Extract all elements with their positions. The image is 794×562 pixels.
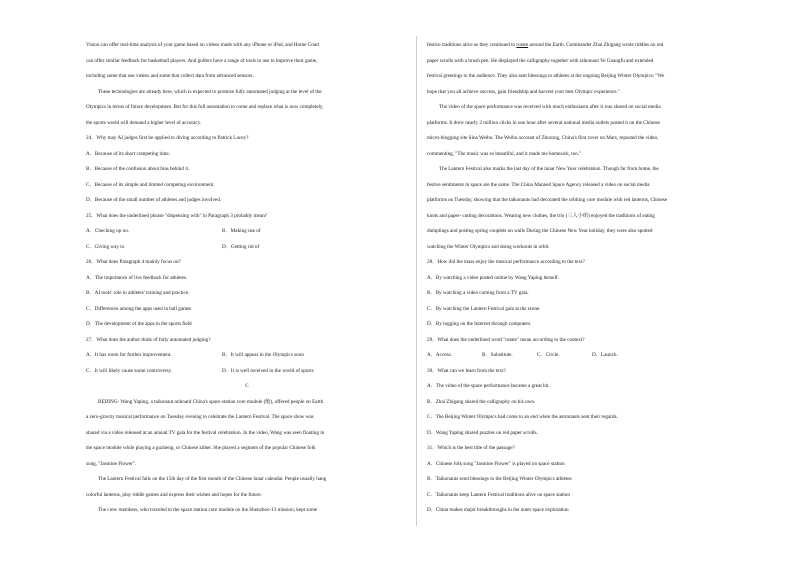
question-25-options-row2 [86, 240, 408, 256]
text-line: colorful lanterns, play riddle games and express their wishes and hopes for the future. [86, 491, 262, 498]
question-25-options-row1 [86, 224, 408, 240]
question-30-stem: 30．What can we learn from the text? [427, 367, 506, 374]
question-26-option-c: C．Differences among the apps used in ball games [86, 305, 192, 312]
question-25-stem: 25．What does the underlined phrase "dispensing with" in Paragraph 3 probably mean? [86, 212, 268, 219]
question-27-options-row2 [86, 364, 408, 380]
question-29-option-b: B．Substitute. [482, 352, 513, 358]
text-span: around the Earth. Commander Zhai Zhigang wrote riddles on red [528, 42, 664, 48]
question-27-stem: 27．What does the author think of fully automated judging? [86, 336, 211, 343]
text-line [427, 38, 749, 54]
question-24-option-b: B．Because of the confusion about bias behind it. [86, 166, 190, 172]
question-24-option-a: A．Because of its short competing time. [86, 150, 170, 157]
question-28-stem: 28．How did the mass enjoy the musical performance according to the text? [427, 259, 585, 265]
text-line: platforms on Tuesday, showing that the taikonauts had decorated the orbiting core module with red lanterns, Chinese [427, 197, 667, 203]
text-line: These technologies are already here, which is expected to promise fully automated judging at the level of the [98, 88, 322, 95]
question-31-option-b: B．Taikonauts send blessings to the Beijing Winter Olympics athletes [427, 476, 572, 482]
text-line: festive sentiments in space are the same. The China Manned Space Agency released a video on social media [427, 181, 650, 188]
question-28-option-a: A．By watching a video posted online by Wang Yaping herself. [427, 274, 559, 281]
text-line: the sports world will demand a higher level of accuracy. [86, 119, 202, 126]
question-28-option-b: B．By watching a video coming from a TV gala. [427, 290, 529, 296]
text-line: knots and paper- cutting decorations. Wearing new clothes, the trio (三人小组) enjoyed the traditions of eating [427, 212, 655, 219]
question-25-option-c: C．Giving way to [86, 243, 125, 250]
question-31-option-a: A．Chinese folk song "Jasmine Flower" is played on space station [427, 460, 565, 467]
right-column [427, 38, 749, 519]
question-29-option-c: C．Circle. [537, 352, 560, 358]
question-31-option-d: D．China makes major breakthroughs in the outer space exploration [427, 507, 569, 513]
text-line: watching the Winter Olympics and doing workouts in orbit. [427, 243, 550, 250]
text-line: BEIJING- Wang Yaping, a taikonaut onboard China's space station core module (舱), offered people on Earth [98, 398, 324, 405]
text-line: paper scrolls with a brush pen. He displayed the calligraphy together with taikonaut Ye Guangfu and extended [427, 57, 654, 64]
question-30-option-d: D．Wang Yaping shared puzzles on red paper scrolls. [427, 429, 538, 436]
question-27-option-a: A．It has room for further improvement. [86, 352, 172, 358]
text-span: festive traditions alive as they continued to [427, 42, 517, 48]
underlined-word-rotate: rotate [516, 42, 529, 48]
question-25-option-a: A．Checking up on. [86, 228, 130, 234]
question-31-stem: 31．Which is the best title of the passage? [427, 445, 515, 451]
text-line: can offer similar feedback for basketball players. And golfers have a range of tools to use to improve their game, [86, 57, 318, 64]
question-24-option-c: C．Because of its simple and limited competing environment. [86, 181, 215, 188]
text-line: the space module while playing a guzheng, or Chinese zither. She played a segment of the popular Chinese folk [86, 445, 316, 451]
question-27-option-c: C．It will likely cause some controversy. [86, 367, 173, 374]
text-line: The Lantern Festival falls on the 15th day of the first month of the Chinese lunar calendar. People usually hang [98, 476, 327, 482]
section-label-c: C [245, 383, 249, 389]
text-line: The Lantern Festival also marks the last day of the lunar New Year celebration. Though far from home, the [439, 166, 659, 172]
question-26-option-b: B．AI tools' role in athletes' training and practice. [86, 290, 190, 296]
question-28-option-d: D．By logging on the Internet through computers. [427, 321, 532, 327]
question-24-option-d: D．Because of the small number of athletes and judges involved. [86, 197, 222, 203]
question-31-option-c: C．Taikonauts keep Lantern Festival traditions alive on space station [427, 491, 570, 498]
text-line: including some that use videos and some that collect data from advanced sensors. [86, 73, 254, 79]
text-line: The video of the space performance was received with much enthusiasm after it was shared on social media [439, 104, 661, 110]
question-30-option-c: C．The Beijing Winter Olympics had come to an end when the astronauts sent their regards. [427, 414, 618, 420]
question-24-stem: 24．Why may AI judges first be applied to diving according to Patrick Lucey? [86, 135, 249, 141]
question-27-option-b: B．It will appear in the Olympics soon [222, 352, 304, 358]
question-27-options-row1 [86, 348, 408, 364]
question-29-option-a: A．Access. [427, 352, 452, 358]
text-line: The crew members, who traveled to the space station core module on the Shenzhou-13 mission, kept some [98, 507, 318, 513]
question-30-option-b: B．Zhai Zhigang shared the calligraphy on his own. [427, 398, 536, 405]
question-26-stem: 26．What does Paragraph 4 mainly focus on? [86, 259, 181, 265]
question-26-option-a: A．The importance of live feedback for athletes. [86, 274, 188, 281]
text-line: shared via a video released at an annual TV gala for the festival celebration. In the video, Wang was seen floating in [86, 429, 325, 436]
question-30-option-a: A．The video of the space performance became a great hit. [427, 383, 550, 389]
text-line: commenting, "The music was so beautiful, and it made me homesick, too." [427, 150, 582, 157]
question-27-option-d: D．It is well received in the world of sports [222, 367, 314, 374]
text-line: platforms. It drew nearly 2 million clicks in one hour after several national media outlets posted it on the Chinese [427, 119, 660, 126]
question-29-option-d: D．Launch. [592, 352, 618, 358]
text-line: Vision can offer real-time analysis of your game based on videos made with any iPhone or iPad, and Home Court [86, 42, 320, 48]
text-line: Olympics in terms of future development. But for this full automation to come and replace what is now completely, [86, 104, 324, 110]
column-divider [416, 36, 417, 526]
text-line: song, "Jasmine Flower". [86, 460, 137, 467]
left-column [86, 38, 408, 519]
question-29-stem: 29．What does the underlined word "rotate" mean according to the context? [427, 336, 585, 343]
text-line: a zero-gravity musical performance on Tuesday evening to celebrate the Lantern Festival. The space show was [86, 414, 314, 420]
text-line: festival greetings to the audience. They also sent blessings to athletes at the ongoing Beijing Winter Olympics: "We [427, 73, 665, 79]
question-25-option-d: D．Getting rid of [222, 243, 260, 250]
question-26-option-d: D．The development of the apps in the sports field [86, 321, 192, 327]
text-line: hope that you all achieve success, gain friendship and harvest your best Olympic experience." [427, 88, 620, 95]
question-25-option-b: B．Making use of [222, 228, 261, 234]
text-line: dumplings and posting spring couplets on walls During the Chinese New Year holiday, they were also spotted [427, 228, 653, 234]
question-28-option-c: C．By watching the Lantern Festival gala at the scene. [427, 305, 541, 312]
text-line: micro-blogging site Sina Weibo. The Weibo account of Zhurong, China's first rover on Mars, reposted the video, [427, 135, 659, 141]
question-29-options [427, 348, 749, 364]
